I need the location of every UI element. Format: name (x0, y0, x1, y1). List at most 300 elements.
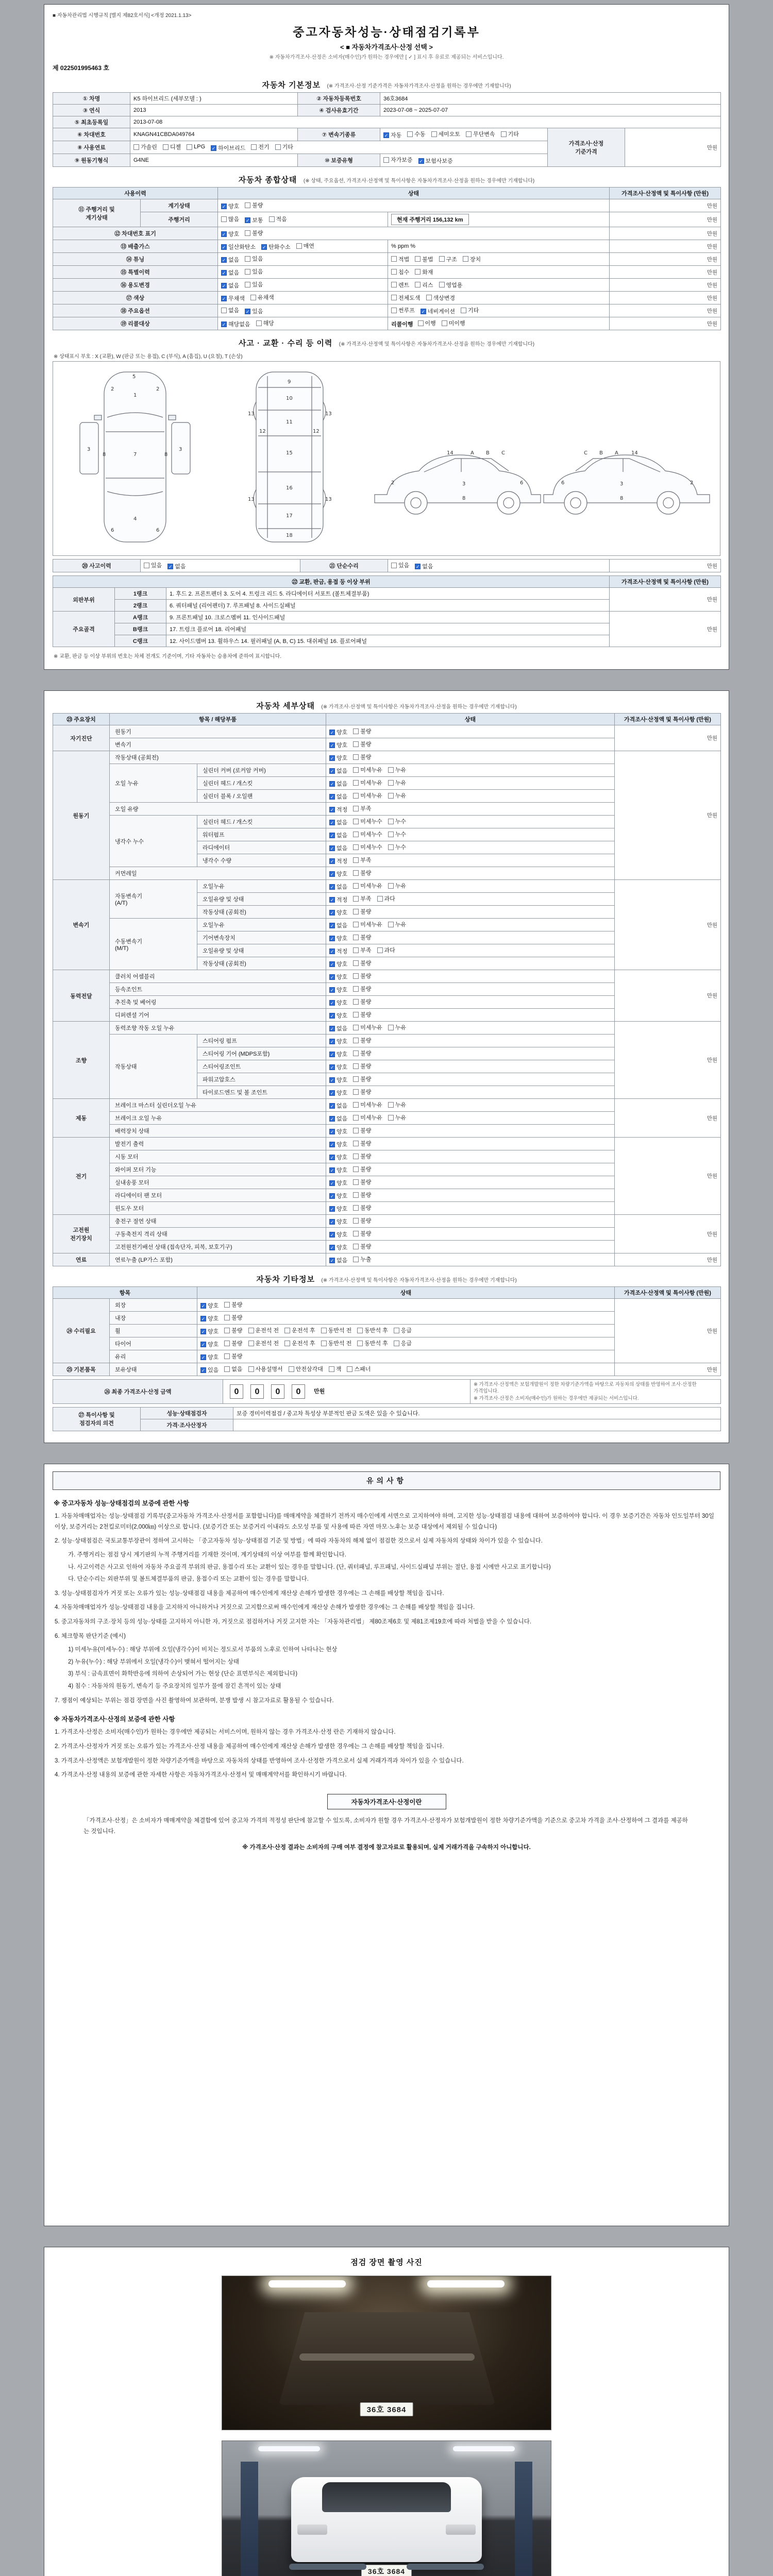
checkbox-option[interactable] (245, 216, 263, 224)
checkbox-option[interactable] (388, 791, 406, 800)
checkbox-option[interactable] (388, 778, 406, 787)
checkbox-option[interactable] (245, 229, 263, 237)
checkbox-option[interactable] (329, 857, 347, 865)
checkbox-label: 양호 (337, 742, 348, 749)
checkbox-option[interactable] (329, 1140, 347, 1148)
checkbox-option[interactable] (421, 307, 455, 315)
checkbox-label: 불량 (360, 1141, 372, 1147)
checkbox-option[interactable] (353, 804, 371, 812)
checkbox-label: 있음 (252, 269, 263, 275)
checkbox-group (218, 227, 610, 240)
item-label: 스티어링 펌프 (197, 1035, 326, 1047)
checkbox-label: 렌트 (398, 282, 410, 289)
checkbox-option[interactable] (251, 143, 269, 151)
checkbox-option[interactable] (221, 320, 250, 328)
checkbox-option[interactable] (353, 1139, 371, 1147)
checkbox-option[interactable] (133, 143, 157, 151)
checkbox-option[interactable] (391, 255, 409, 263)
checkbox-option[interactable] (245, 307, 263, 315)
field-label: 연료 (53, 1253, 110, 1266)
accident-history-table-container (53, 559, 720, 572)
checkbox-option[interactable] (221, 281, 239, 290)
checkbox-option[interactable] (329, 1217, 347, 1226)
checkbox-option[interactable] (289, 1365, 323, 1373)
column-header: 상태 (197, 1287, 615, 1299)
checkbox-option[interactable] (329, 1011, 347, 1020)
checkbox-label: 불량 (360, 728, 372, 735)
checkbox-option[interactable] (329, 1076, 347, 1084)
checkbox-option[interactable] (221, 243, 256, 251)
ceiling-lamp (453, 2446, 515, 2451)
checkbox-option[interactable] (163, 143, 181, 151)
svg-text:3: 3 (179, 447, 182, 452)
checkbox-option[interactable] (245, 255, 263, 263)
checkbox-option[interactable] (394, 1339, 412, 1347)
checkbox-option[interactable] (329, 908, 347, 917)
checkbox-label: 무단변속 (473, 131, 495, 138)
checkbox-option[interactable] (353, 727, 371, 735)
checkbox-label: 적정 (337, 897, 348, 903)
checkbox-option[interactable] (394, 1326, 412, 1334)
price-unit: 만원 (707, 256, 718, 263)
checkbox-option[interactable] (353, 985, 371, 993)
notice-item: 1) 미세누유(미세누수) : 해당 부위에 오일(냉각수)이 비치는 정도로서 부품의 노후로 인하여 나타나는 현상 (68, 1647, 338, 1653)
table-row (53, 212, 721, 227)
field-label: ⑰ 색상 (53, 292, 218, 304)
checkbox-option[interactable] (200, 1327, 219, 1335)
checkbox-label: 누수 (395, 832, 407, 838)
checkbox-label: 양호 (208, 1329, 219, 1335)
checkbox-option[interactable] (353, 1216, 371, 1225)
checkbox-label: 없음 (337, 884, 348, 890)
checkbox-option[interactable] (261, 243, 291, 251)
checkbox-label: 양호 (337, 1155, 348, 1161)
checkbox-option[interactable] (463, 255, 481, 263)
checkbox-option[interactable] (415, 562, 433, 570)
checkbox-option[interactable] (388, 920, 406, 928)
checkbox-option[interactable] (388, 830, 406, 838)
checkbox-option[interactable] (353, 1088, 371, 1096)
document-title: 중고자동차성능·상태점검기록부 (293, 25, 480, 39)
price-cell (615, 880, 721, 970)
checkbox-option[interactable] (388, 1113, 406, 1122)
checkbox-label: 응급 (400, 1341, 412, 1347)
checkbox-option[interactable] (187, 144, 205, 150)
checkbox-option[interactable] (221, 256, 239, 264)
checkbox-option[interactable] (353, 740, 371, 748)
price-cell (610, 317, 721, 330)
checkbox-option[interactable] (224, 1326, 242, 1334)
checkbox-option[interactable] (329, 1205, 347, 1213)
checkbox-icon: ✓ (330, 1000, 334, 1006)
checkbox-option[interactable] (353, 1165, 371, 1173)
checkbox-option[interactable] (353, 1178, 371, 1186)
checkbox-option[interactable] (461, 306, 479, 314)
checkbox-icon (245, 202, 250, 208)
checkbox-icon (353, 935, 359, 940)
checkbox-option[interactable] (353, 1204, 371, 1212)
checkbox-option[interactable] (221, 202, 239, 210)
checkbox-option[interactable] (426, 294, 456, 302)
checkbox-option[interactable] (383, 156, 413, 164)
checkbox-group (380, 154, 548, 167)
checkbox-option[interactable] (329, 1166, 347, 1174)
checkbox-option[interactable] (224, 1365, 242, 1373)
checkbox-icon: ✓ (330, 833, 334, 838)
checkbox-option[interactable] (353, 869, 371, 877)
checkbox-option[interactable] (353, 778, 382, 787)
checkbox-icon (353, 1244, 359, 1249)
price-definition-note: ※ 가격조사·산정 결과는 소비자의 구매 여부 결정에 참고자료로 활용되며, 실제 거래가격을 구속하지 아니합니다. (242, 1844, 531, 1851)
checkbox-option[interactable] (221, 294, 245, 302)
checkbox-option[interactable] (329, 1101, 347, 1110)
checkbox-label: 미세누수 (360, 819, 382, 825)
svg-text:16: 16 (286, 485, 293, 491)
checkbox-label: 없음 (228, 283, 240, 289)
notice-item: 2) 누유(누수) : 해당 부위에서 오일(냉각수)이 맺혀서 떨어지는 상태 (68, 1658, 240, 1665)
checkbox-option[interactable] (353, 856, 371, 864)
checkbox-option[interactable] (353, 766, 382, 774)
price-cell (610, 199, 721, 212)
checkbox-label: 동반석 후 (364, 1328, 388, 1334)
checkbox-option[interactable] (439, 281, 463, 289)
checkbox-label: 가솔린 (141, 144, 157, 150)
price-unit: 만원 (707, 1115, 717, 1122)
checkbox-option[interactable] (329, 1127, 347, 1136)
checkbox-option[interactable] (353, 1113, 382, 1122)
checkbox-option[interactable] (353, 1191, 371, 1199)
price-cell (610, 304, 721, 317)
checkbox-option[interactable] (284, 1339, 315, 1347)
checkbox-option[interactable] (245, 280, 263, 289)
svg-text:2: 2 (156, 386, 160, 392)
checkbox-option[interactable] (329, 818, 347, 826)
document-number: 제 022501995463 호 (53, 64, 109, 72)
checkbox-option[interactable] (329, 1365, 342, 1373)
checkbox-option[interactable] (391, 306, 415, 314)
section-title-accident: 사고 · 교환 · 수리 등 이력 (238, 339, 333, 348)
checkbox-option[interactable] (501, 130, 519, 138)
checkbox-option[interactable] (329, 1153, 347, 1161)
checkbox-option[interactable] (353, 972, 371, 980)
checkbox-option[interactable] (353, 997, 371, 1006)
notice-item: 나. 사고이력은 사고로 인하여 자동차 주요골격 부위의 판금, 용접수리 또는 교환이 있는 경우를 말합니다. (단, 쿼터패널, 루프패널, 사이드실패널 부위는 절단, 용접 시에만 사고로 표기합니다) (68, 1564, 551, 1570)
checkbox-icon (388, 1102, 394, 1108)
checkbox-option[interactable] (248, 1339, 279, 1347)
checkbox-option[interactable] (329, 792, 347, 801)
svg-text:10: 10 (286, 396, 293, 401)
checkbox-group (326, 983, 615, 996)
checkbox-option[interactable] (329, 947, 347, 955)
checkbox-option[interactable] (321, 1339, 352, 1347)
checkbox-option[interactable] (275, 143, 293, 151)
checkbox-icon (442, 320, 447, 326)
checkbox-option[interactable] (391, 294, 421, 302)
checkbox-option[interactable] (353, 946, 371, 954)
checkbox-label: 있음 (208, 1367, 219, 1374)
checkbox-group (388, 304, 610, 317)
checkbox-option[interactable] (284, 1326, 315, 1334)
final-price-table-container (53, 1379, 720, 1404)
checkbox-option[interactable] (329, 1230, 347, 1239)
checkbox-icon (353, 780, 359, 786)
checkbox-label: 잭 (335, 1366, 342, 1372)
svg-text:2: 2 (391, 480, 395, 486)
checkbox-option[interactable] (329, 973, 347, 981)
checkbox-label: 양호 (337, 936, 348, 942)
table-row (53, 970, 721, 983)
checkbox-option[interactable] (329, 754, 347, 762)
checkbox-option[interactable] (388, 817, 406, 825)
checkbox-option[interactable] (415, 255, 433, 263)
checkbox-option[interactable] (439, 255, 457, 263)
checkbox-option[interactable] (329, 1192, 347, 1200)
checkbox-option[interactable] (418, 319, 436, 327)
checkbox-option[interactable] (388, 843, 406, 851)
checkbox-option[interactable] (407, 130, 425, 138)
svg-text:8: 8 (462, 496, 466, 501)
checkbox-option[interactable] (200, 1314, 219, 1323)
table-row (53, 725, 721, 738)
checkbox-group (326, 919, 615, 931)
checkbox-option[interactable] (329, 986, 347, 994)
checkbox-option[interactable] (466, 130, 495, 138)
checkbox-option[interactable] (221, 268, 239, 277)
checkbox-option[interactable] (329, 1256, 347, 1264)
checkbox-option[interactable] (329, 895, 347, 904)
checkbox-option[interactable] (377, 894, 395, 903)
checkbox-option[interactable] (353, 920, 382, 928)
svg-text:18: 18 (286, 533, 293, 538)
checkbox-icon: ✓ (330, 820, 334, 825)
checkbox-label: 불량 (231, 1302, 243, 1308)
table-row (53, 1363, 721, 1376)
checkbox-label: 양호 (337, 1064, 348, 1071)
checkbox-option[interactable] (329, 1243, 347, 1251)
checkbox-label: 있음 (151, 563, 162, 569)
detail-condition-table (53, 713, 721, 1266)
notice-item: 5. 중고자동차의 구조·장치 등의 성능·상태를 고지하지 아니한 자, 거짓으로 점검하거나 거짓 고지한 자는 「자동차관리법」 제80조제6호 및 제81조제19호에 따라 처벌을 받을 수 있습니다. (55, 1618, 532, 1625)
checkbox-option[interactable] (329, 844, 347, 852)
notice-item: 3. 성능·상태점검자가 거짓 또는 오류가 있는 성능·상태점검 내용을 제공하여 매수인에게 재산상 손해가 발생한 경우에는 그 손해를 배상할 책임을 집니다. (55, 1590, 444, 1597)
price-unit: 만원 (707, 216, 718, 223)
checkbox-option[interactable] (200, 1366, 219, 1374)
checkbox-option[interactable] (388, 882, 406, 890)
checkbox-option[interactable] (353, 1229, 371, 1238)
checkbox-icon (357, 1341, 363, 1346)
checkbox-label: 운전석 전 (255, 1341, 279, 1347)
checkbox-label: 과다 (384, 896, 395, 902)
panel-detail (44, 690, 729, 1443)
field-label: 동력전달 (53, 970, 110, 1022)
checkbox-label: 불량 (252, 202, 263, 209)
checkbox-option[interactable] (329, 767, 347, 775)
checkbox-icon (353, 832, 359, 837)
checkbox-option[interactable] (353, 1126, 371, 1134)
checkbox-option[interactable] (224, 1352, 242, 1360)
checkbox-option[interactable] (329, 1114, 347, 1123)
checkbox-icon: ✓ (330, 974, 334, 980)
checkbox-option[interactable] (167, 562, 186, 570)
checkbox-option[interactable] (245, 201, 263, 209)
checkbox-option[interactable] (353, 1075, 371, 1083)
checkbox-option[interactable] (353, 1010, 371, 1019)
checkbox-option[interactable] (221, 215, 239, 223)
checkbox-option[interactable] (347, 1365, 371, 1373)
checkbox-icon (248, 1341, 254, 1346)
checkbox-option[interactable] (415, 268, 433, 276)
checkbox-option[interactable] (353, 1036, 371, 1044)
column-header: 가격조사·산정액 및 특이사항 (만원) (615, 714, 721, 725)
checkbox-option[interactable] (329, 1063, 347, 1071)
checkbox-option[interactable] (353, 933, 371, 941)
checkbox-option[interactable] (353, 882, 382, 890)
checkbox-option[interactable] (353, 1062, 371, 1070)
checkbox-option[interactable] (248, 1326, 279, 1334)
checkbox-option[interactable] (388, 1100, 406, 1109)
checkbox-icon: ✓ (201, 1316, 206, 1321)
checkbox-label: 양호 (337, 1206, 348, 1212)
checkbox-option[interactable] (388, 766, 406, 774)
table-row (53, 1022, 721, 1035)
checkbox-option[interactable] (357, 1326, 388, 1334)
license-plate: 36호 3684 (360, 2402, 413, 2416)
checkbox-option[interactable] (357, 1339, 388, 1347)
notice-body (53, 1498, 720, 1781)
checkbox-option[interactable] (391, 561, 409, 569)
checkbox-option[interactable] (415, 281, 433, 289)
section-note-basic: (※ 가격조사·산정 기준가격은 자동차가격조사·산정을 원하는 경우에만 기재합니다) (327, 83, 511, 89)
checkbox-option[interactable] (329, 728, 347, 736)
checkbox-option[interactable] (418, 157, 453, 165)
checkbox-group (326, 1009, 615, 1022)
svg-text:B: B (599, 450, 603, 456)
checkbox-option[interactable] (329, 870, 347, 878)
checkbox-option[interactable] (353, 1100, 382, 1109)
checkbox-icon (353, 754, 359, 760)
field-label: ㉔ 수리필요 (53, 1299, 110, 1363)
checkbox-label: 자가보증 (391, 157, 413, 163)
checkbox-option[interactable] (353, 959, 371, 967)
checkbox-option[interactable] (211, 144, 245, 152)
checkbox-option[interactable] (353, 753, 371, 761)
checkbox-option[interactable] (224, 1300, 242, 1309)
checkbox-option[interactable] (329, 741, 347, 749)
checkbox-option[interactable] (329, 831, 347, 839)
checkbox-option[interactable] (353, 894, 371, 903)
checkbox-group (388, 253, 610, 266)
checkbox-label: 해당 (263, 320, 274, 327)
field-label: ⑮ 특별이력 (53, 266, 218, 279)
checkbox-option[interactable] (353, 791, 382, 800)
item-label: 윈도우 모터 (110, 1202, 326, 1215)
checkbox-option[interactable] (269, 215, 287, 223)
checkbox-icon (415, 256, 421, 262)
checkbox-option[interactable] (329, 1179, 347, 1187)
checkbox-option[interactable] (329, 998, 347, 1007)
checkbox-icon (391, 269, 397, 275)
notice-item: 3. 가격조사·산정액은 보험개발원이 정한 차량기준가액을 바탕으로 자동차의 상태를 반영하여 조사·산정한 가격으로서 실제 거래가격과 차이가 있을 수 있습니다. (55, 1757, 464, 1764)
checkbox-option[interactable] (221, 230, 239, 238)
checkbox-option[interactable] (250, 293, 274, 301)
checkbox-option[interactable] (329, 921, 347, 929)
checkbox-option[interactable] (329, 1024, 347, 1032)
checkbox-option[interactable] (329, 1037, 347, 1045)
checkbox-option[interactable] (431, 130, 461, 138)
checkbox-icon (347, 1366, 352, 1372)
column-header: 항목 (53, 1287, 197, 1299)
checkbox-option[interactable] (296, 242, 314, 250)
checkbox-option[interactable] (442, 319, 465, 327)
checkbox-option[interactable] (329, 805, 347, 814)
checkbox-option[interactable] (321, 1326, 352, 1334)
field-label: 조향 (53, 1022, 110, 1099)
checkbox-icon: ✓ (330, 884, 334, 890)
checkbox-option[interactable] (353, 1023, 382, 1031)
checkbox-option[interactable] (353, 907, 371, 916)
notice-title: 유의사항 (53, 1471, 720, 1490)
checkbox-option[interactable] (329, 779, 347, 788)
checkbox-label: 부족 (360, 896, 372, 902)
checkbox-option[interactable] (377, 946, 395, 954)
svg-text:C: C (501, 450, 505, 456)
item-label: 보유상태 (110, 1363, 197, 1376)
checkbox-label: 영업용 (446, 282, 463, 289)
checkbox-icon: ✓ (330, 1142, 334, 1147)
item-label: 실린더 커버 (로커암 커버) (197, 764, 326, 777)
checkbox-option[interactable] (329, 883, 347, 891)
checkbox-option[interactable] (391, 281, 409, 289)
checkbox-label: 미세누유 (360, 1115, 382, 1121)
checkbox-option[interactable] (200, 1340, 219, 1348)
checkbox-group (326, 790, 615, 803)
checkbox-option[interactable] (144, 561, 162, 569)
checkbox-icon: ✓ (330, 897, 334, 903)
checkbox-option[interactable] (224, 1339, 242, 1347)
checkbox-option[interactable] (329, 1050, 347, 1058)
checkbox-option[interactable] (383, 131, 401, 139)
checkbox-option[interactable] (329, 1089, 347, 1097)
checkbox-option[interactable] (221, 306, 239, 314)
checkbox-label: 양호 (337, 1193, 348, 1199)
checkbox-option[interactable] (256, 319, 274, 327)
checkbox-option[interactable] (329, 960, 347, 968)
checkbox-icon (269, 216, 275, 222)
checkbox-option[interactable] (353, 843, 382, 851)
checkbox-icon (353, 947, 359, 953)
checkbox-option[interactable] (391, 268, 409, 276)
checkbox-option[interactable] (388, 1023, 406, 1031)
checkbox-option[interactable] (200, 1301, 219, 1310)
checkbox-option[interactable] (329, 934, 347, 942)
checkbox-option[interactable] (353, 830, 382, 838)
status-code-legend: ※ 상태표시 부호 : X (교환), W (판금 또는 용접), C (부식), A (흠집), U (요철), T (손상) (54, 354, 243, 360)
rear-window (322, 2482, 451, 2512)
checkbox-group (218, 292, 388, 304)
checkbox-option[interactable] (353, 1242, 371, 1250)
checkbox-icon (461, 308, 466, 313)
checkbox-option[interactable] (353, 1255, 371, 1263)
checkbox-icon (353, 1038, 359, 1043)
checkbox-option[interactable] (200, 1353, 219, 1361)
checkbox-option[interactable] (353, 817, 382, 825)
checkbox-option[interactable] (353, 1152, 371, 1160)
checkbox-label: 양호 (208, 1354, 219, 1361)
checkbox-option[interactable] (353, 1049, 371, 1057)
checkbox-option[interactable] (245, 267, 263, 276)
checkbox-option[interactable] (248, 1365, 283, 1373)
checkbox-option[interactable] (224, 1313, 242, 1321)
